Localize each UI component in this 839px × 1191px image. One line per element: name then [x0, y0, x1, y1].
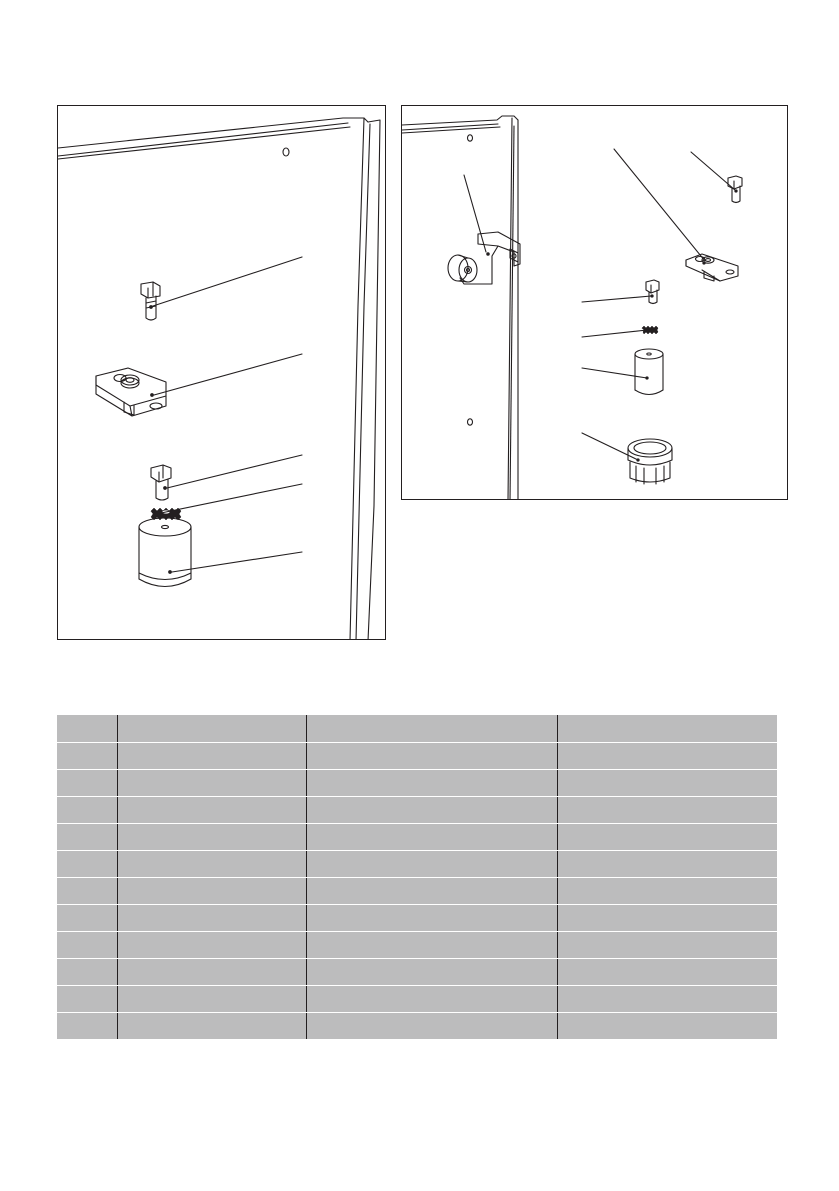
table-cell — [117, 850, 306, 877]
figure-right — [401, 105, 788, 500]
table-cell — [557, 877, 777, 904]
table-cell — [57, 742, 117, 769]
parts-table — [57, 715, 777, 1039]
table-cell — [117, 742, 306, 769]
table-row — [57, 931, 777, 958]
table-cell — [306, 1012, 557, 1039]
table-cell — [306, 796, 557, 823]
table-cell — [117, 715, 306, 742]
table-cell — [117, 985, 306, 1012]
table-cell — [117, 823, 306, 850]
table-cell — [57, 823, 117, 850]
table-cell — [306, 904, 557, 931]
table-cell — [557, 715, 777, 742]
table-cell — [117, 769, 306, 796]
table-cell — [57, 796, 117, 823]
table-row — [57, 850, 777, 877]
table-cell — [306, 850, 557, 877]
table-cell — [57, 877, 117, 904]
table-cell — [557, 769, 777, 796]
table-cell — [557, 850, 777, 877]
figure-left — [57, 105, 386, 640]
table-cell — [57, 931, 117, 958]
table-cell — [117, 931, 306, 958]
hinge-assembly-exploded-view-icon — [58, 106, 386, 640]
table-row — [57, 904, 777, 931]
table-cell — [306, 931, 557, 958]
table-cell — [557, 742, 777, 769]
table-row — [57, 742, 777, 769]
table-cell — [117, 877, 306, 904]
table-row — [57, 796, 777, 823]
table-row — [57, 1012, 777, 1039]
table-row — [57, 769, 777, 796]
parts-table-body — [57, 715, 777, 1039]
table-cell — [306, 985, 557, 1012]
table-cell — [57, 715, 117, 742]
table-cell — [57, 1012, 117, 1039]
table-cell — [557, 985, 777, 1012]
table-cell — [117, 796, 306, 823]
table-cell — [117, 1012, 306, 1039]
table-cell — [306, 769, 557, 796]
table-cell — [57, 958, 117, 985]
table-cell — [306, 715, 557, 742]
table-cell — [557, 931, 777, 958]
table-cell — [557, 1012, 777, 1039]
table-cell — [306, 958, 557, 985]
table-row — [57, 877, 777, 904]
table-row — [57, 985, 777, 1012]
table-cell — [306, 823, 557, 850]
table-cell — [557, 958, 777, 985]
table-cell — [306, 742, 557, 769]
door-hinge-exploded-view-icon — [402, 106, 788, 500]
table-cell — [57, 904, 117, 931]
table-row — [57, 715, 777, 742]
table-cell — [306, 877, 557, 904]
table-cell — [57, 850, 117, 877]
table-cell — [557, 823, 777, 850]
table-cell — [57, 985, 117, 1012]
table-cell — [557, 796, 777, 823]
table-cell — [557, 904, 777, 931]
table-cell — [117, 958, 306, 985]
table-row — [57, 823, 777, 850]
table-row — [57, 958, 777, 985]
table-cell — [57, 769, 117, 796]
table-cell — [117, 904, 306, 931]
